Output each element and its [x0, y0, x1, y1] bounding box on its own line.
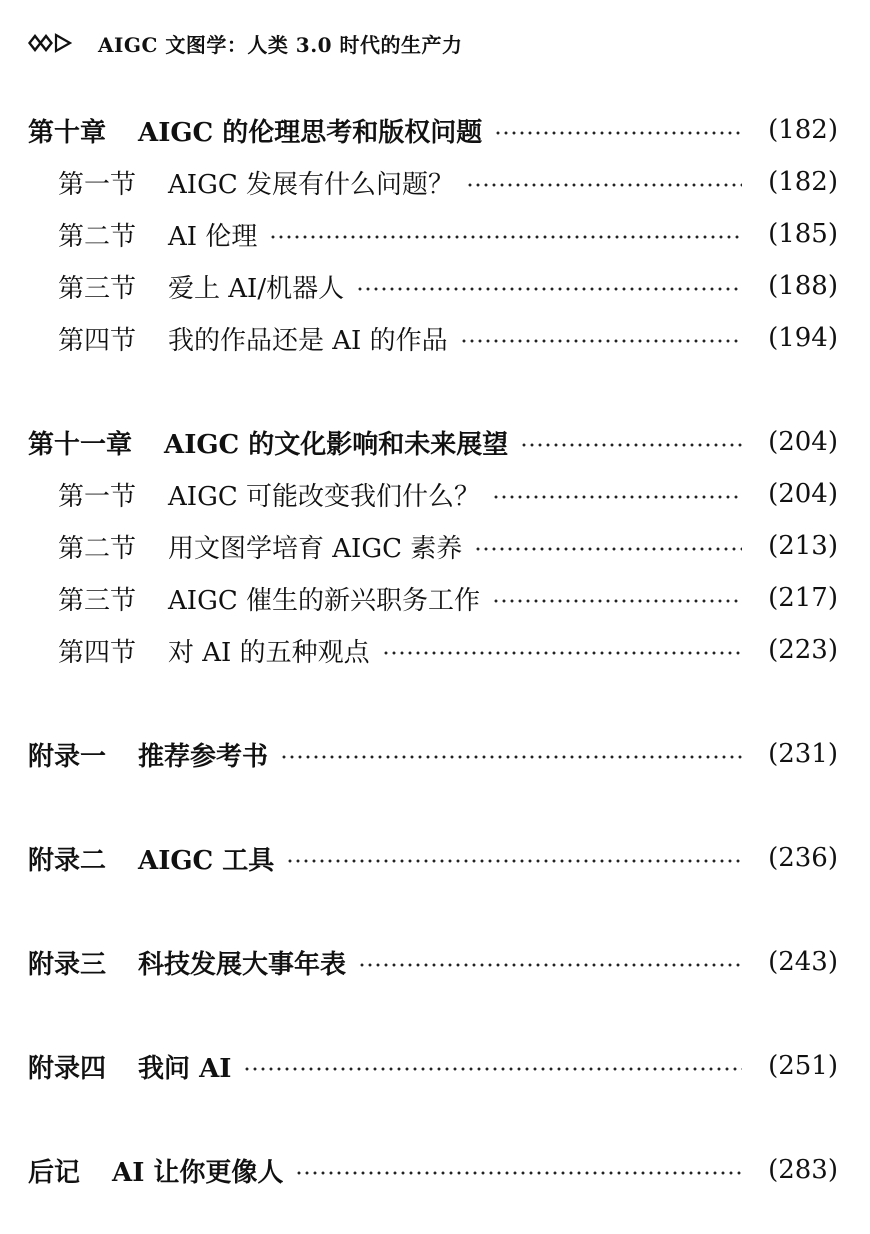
- toc-entry-title: AIGC 可能改变我们什么？: [168, 481, 480, 512]
- dot-leader: [243, 1067, 742, 1071]
- toc-page-number: (283): [768, 1155, 838, 1185]
- toc-page-number: (182): [768, 167, 838, 197]
- toc-page-number: (204): [768, 479, 838, 509]
- toc-page-number: (231): [768, 739, 838, 769]
- dot-leader: [520, 443, 742, 447]
- toc-entry-label: 附录二: [28, 845, 107, 876]
- toc-entry-label: 附录一: [28, 741, 107, 772]
- toc-entry-label: 第三节: [58, 585, 137, 616]
- dot-leader: [474, 547, 742, 551]
- toc-entry-title: 对 AI 的五种观点: [168, 637, 370, 668]
- toc-section-row[interactable]: [0, 318, 870, 358]
- toc-chapter-row[interactable]: [0, 422, 870, 462]
- toc-page-number: (243): [768, 947, 838, 977]
- toc-entry-label: 附录四: [28, 1053, 107, 1084]
- toc-entry-label: 第十章: [28, 117, 107, 148]
- dot-leader: [460, 339, 742, 343]
- dot-leader: [492, 495, 742, 499]
- toc-entry-title: 科技发展大事年表: [138, 949, 347, 980]
- toc-page-number: (251): [768, 1051, 838, 1081]
- toc-entry-title: AIGC 催生的新兴职务工作: [168, 585, 480, 616]
- toc-entry-title: AI 伦理: [168, 221, 258, 252]
- toc-entry-title: AIGC 工具: [138, 845, 275, 876]
- toc-entry-label: 后记: [28, 1157, 81, 1188]
- toc-entry-title: AIGC 的伦理思考和版权问题: [138, 117, 483, 148]
- toc-page-number: (236): [768, 843, 838, 873]
- toc-entry-title: 推荐参考书: [138, 741, 269, 772]
- toc-page-number: (194): [768, 323, 838, 353]
- toc-chapter-row[interactable]: [0, 942, 870, 982]
- toc-entry-label: 附录三: [28, 949, 107, 980]
- toc-section-row[interactable]: [0, 266, 870, 306]
- toc-page-number: (217): [768, 583, 838, 613]
- toc-page-number: (204): [768, 427, 838, 457]
- toc-section-row[interactable]: [0, 526, 870, 566]
- dot-leader: [295, 1171, 742, 1175]
- dot-leader: [358, 963, 742, 967]
- toc-page-number: (182): [768, 115, 838, 145]
- toc-entry-title: 用文图学培育 AIGC 素养: [168, 533, 463, 564]
- dot-leader: [356, 287, 742, 291]
- toc-entry-title: AI 让你更像人: [112, 1157, 284, 1188]
- toc-page-number: (185): [768, 219, 838, 249]
- diamond-arrow-logo-icon: [26, 32, 72, 54]
- toc-section-row[interactable]: [0, 162, 870, 202]
- toc-chapter-row[interactable]: [0, 1046, 870, 1086]
- toc-chapter-row[interactable]: [0, 110, 870, 150]
- toc-entry-label: 第一节: [58, 481, 137, 512]
- toc-chapter-row[interactable]: [0, 1150, 870, 1190]
- running-header: [26, 26, 463, 60]
- toc-entry-title: 爱上 AI/机器人: [168, 273, 345, 304]
- toc-entry-label: 第二节: [58, 221, 137, 252]
- dot-leader: [286, 859, 742, 863]
- dot-leader: [466, 183, 742, 187]
- toc-entry-title: AIGC 发展有什么问题？: [168, 169, 454, 200]
- toc-entry-label: 第四节: [58, 637, 137, 668]
- toc-section-row[interactable]: [0, 474, 870, 514]
- toc-entry-label: 第三节: [58, 273, 137, 304]
- toc-page-number: (188): [768, 271, 838, 301]
- toc-section-row[interactable]: [0, 214, 870, 254]
- toc-page-number: (223): [768, 635, 838, 665]
- dot-leader: [280, 755, 742, 759]
- toc-chapter-row[interactable]: [0, 734, 870, 774]
- toc-entry-title: 我的作品还是 AI 的作品: [168, 325, 448, 356]
- toc-entry-label: 第二节: [58, 533, 137, 564]
- toc-page-number: (213): [768, 531, 838, 561]
- dot-leader: [382, 651, 742, 655]
- dot-leader: [269, 235, 742, 239]
- toc-section-row[interactable]: [0, 630, 870, 670]
- toc-entry-title: 我问 AI: [138, 1053, 232, 1084]
- toc-entry-label: 第一节: [58, 169, 137, 200]
- toc-chapter-row[interactable]: [0, 838, 870, 878]
- toc-entry-title: AIGC 的文化影响和未来展望: [164, 429, 509, 460]
- dot-leader: [492, 599, 742, 603]
- dot-leader: [494, 131, 742, 135]
- book-title: AIGC 文图学：人类 3.0 时代的生产力: [98, 32, 463, 57]
- toc-entry-label: 第四节: [58, 325, 137, 356]
- toc-section-row[interactable]: [0, 578, 870, 618]
- toc-entry-label: 第十一章: [28, 429, 133, 460]
